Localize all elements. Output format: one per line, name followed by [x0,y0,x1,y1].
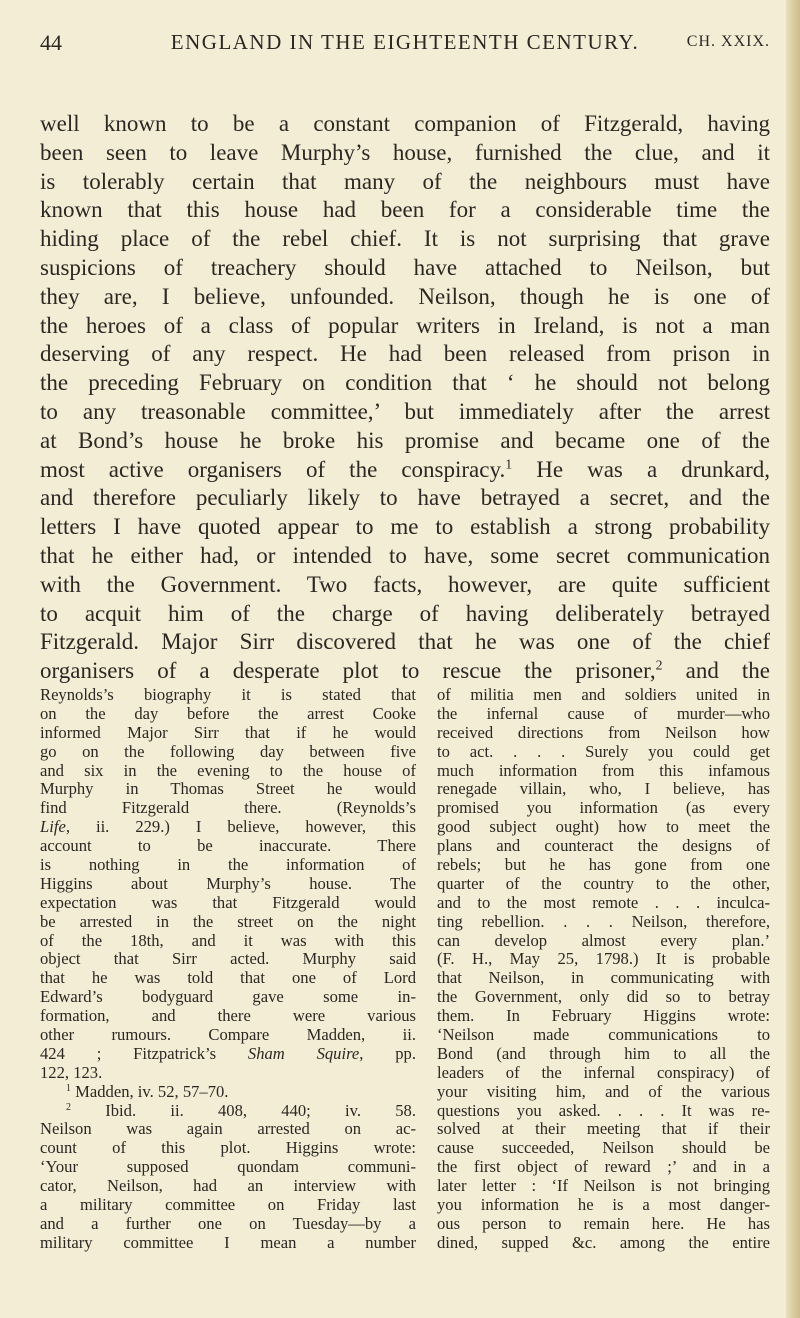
page-number: 44 [40,30,62,55]
text-segment: expectation was that Fitzgerald would [40,893,416,912]
text-segment: cause succeeded, Neilson should be [437,1139,770,1158]
text-line [40,856,416,875]
chapter-label: CH. XXIX. [686,33,770,50]
text-segment: account to be inaccurate. There [40,837,416,856]
text-line [40,743,416,762]
text-line [40,950,416,969]
text-line [437,894,770,913]
text-line [40,542,770,571]
text-segment: the first object of reward ;’ and in a [437,1158,770,1177]
text-segment: suspicions of treachery should have attached to Neilson, but [40,254,770,280]
text-segment: known that this house had been for a considerable time the [40,197,770,223]
text-line [40,283,770,312]
text-line [437,780,770,799]
text-line [40,724,416,743]
text-line [40,894,416,913]
text-segment: to any treasonable committee,’ but immediately after the arrest [40,398,770,424]
text-segment: solved at their meeting that if their [437,1120,770,1139]
text-line [40,762,416,781]
text-line [40,1102,416,1121]
text-line [40,168,770,197]
text-segment: is tolerably certain that many of the neighbours must have [40,168,770,194]
text-segment: that he either had, or intended to have, some secret communication [40,542,770,568]
text-segment: and therefore peculiarly likely to have betrayed a secret, and the [40,485,770,511]
text-line [437,1120,770,1139]
text-line [40,369,770,398]
text-line [437,799,770,818]
text-segment: the heroes of a class of popular writers in Ireland, is not a man [40,312,770,338]
text-segment: be arrested in the street on the night [40,912,416,931]
text-segment: most active organisers of the conspiracy. [40,456,506,482]
text-segment: other rumours. Compare Madden, ii. [40,1026,416,1045]
text-segment: (F. H., May 25, 1798.) It is probable [437,950,770,969]
text-line [40,600,770,629]
text-line [40,1234,416,1253]
text-segment: to act. . . . Surely you could get [437,742,770,761]
text-segment: hiding place of the rebel chief. It is not surprising that grave [40,226,770,252]
text-segment: plans and counteract the designs of [437,837,770,856]
text-segment: , ii. 229.) I believe, however, this [65,818,416,837]
text-segment: good subject ought) how to meet the [437,818,770,837]
footnotes-left-column [40,686,416,1253]
text-line [437,932,770,951]
text-segment: Madden, iv. 52, 57–70. [70,1082,229,1101]
text-segment: formation, and there were various [40,1007,416,1026]
text-segment: been seen to leave Murphy’s house, furnished the clue, and it [40,139,770,165]
text-line [40,1215,416,1234]
text-segment: is nothing in the information of [40,856,416,875]
text-segment: well known to be a constant companion of Fitzgerald, having [40,111,770,136]
text-line [437,1234,770,1253]
text-segment: later letter : ‘If Neilson is not bringing [437,1177,770,1196]
text-segment: He was a drunkard, [512,456,770,482]
text-line [40,312,770,341]
text-segment: ‘Neilson made communications to [437,1026,770,1045]
text-line [40,456,770,485]
text-segment: cator, Neilson, had an interview with [40,1177,416,1196]
text-line [437,988,770,1007]
text-segment: your visiting him, and of the various [437,1082,770,1101]
footnote-marker: 1 [66,1082,71,1094]
text-line [40,1196,416,1215]
text-line [40,1139,416,1158]
text-segment: military committee I mean a number [40,1233,416,1252]
text-line [40,686,416,705]
text-line [40,1064,416,1083]
text-segment: Ibid. ii. 408, 440; iv. 58. [70,1101,416,1120]
text-line [40,196,770,225]
text-line [40,657,770,686]
text-segment: much information from this infamous [437,761,770,780]
text-segment: and the [662,658,770,684]
text-line [40,705,416,724]
text-line [437,724,770,743]
text-line [40,340,770,369]
text-line [437,1177,770,1196]
text-line [40,398,770,427]
text-line [40,780,416,799]
text-segment: received directions from Neilson how [437,723,770,742]
text-line [40,799,416,818]
text-segment: they are, I believe, unfounded. Neilson, though he is one of [40,283,770,309]
text-segment: letters I have quoted appear to me to establish a strong probability [40,514,770,540]
text-segment: and a further one on Tuesday—by a [40,1214,416,1233]
text-segment: the Government, only did so to betray [437,988,770,1007]
text-segment: rebels; but he has gone from one [437,856,770,875]
text-segment: object that Sirr acted. Murphy said [40,950,416,969]
text-line [40,1083,416,1102]
text-line [437,856,770,875]
footnote-marker: 2 [66,1101,71,1113]
text-segment: renegade villain, who, I believe, has [437,780,770,799]
text-segment: 424 ; Fitzpatrick’s [40,1044,248,1063]
text-line [40,988,416,1007]
text-segment: of the 18th, and it was with this [40,931,416,950]
text-segment: to acquit him of the charge of having deliberately betrayed [40,600,770,626]
italic-title: Sham Squire [247,1044,360,1063]
footnote-marker: 2 [655,657,663,673]
text-line [40,139,770,168]
text-line [40,1120,416,1139]
text-segment: and six in the evening to the house of [40,761,416,780]
text-line [40,1045,416,1064]
text-segment: ‘Your supposed quondam communi- [40,1158,416,1177]
text-line [437,1196,770,1215]
text-segment: at Bond’s house he broke his promise and became one of the [40,427,770,453]
italic-title: Life [40,818,66,837]
text-line [437,875,770,894]
text-line [40,628,770,657]
text-line [437,1102,770,1121]
text-segment: the infernal cause of murder—who [437,704,770,723]
text-line [437,743,770,762]
text-line [437,1064,770,1083]
text-line [437,950,770,969]
text-line [437,686,770,705]
text-segment: leaders of the infernal conspiracy) of [437,1063,770,1082]
text-line [40,818,416,837]
text-line [437,1139,770,1158]
text-segment: questions you asked. . . . It was re- [437,1101,770,1120]
text-segment: , pp. [359,1044,416,1063]
text-line [40,1177,416,1196]
text-line [40,875,416,894]
text-line [40,484,770,513]
text-line [437,1045,770,1064]
text-line [437,1215,770,1234]
text-segment: them. In February Higgins wrote: [437,1007,770,1026]
text-line [40,1158,416,1177]
text-segment: organisers of a desperate plot to rescue the prisoner, [40,658,656,684]
footnote-marker: 1 [505,456,513,472]
text-segment: go on the following day between five [40,742,416,761]
text-line [437,1158,770,1177]
page-edge [786,0,800,1318]
running-header [40,30,770,60]
text-line [40,254,770,283]
text-line [437,1007,770,1026]
text-segment: promised you information (as every [437,799,770,818]
text-segment: you information he is a most danger- [437,1196,770,1215]
text-line [40,513,770,542]
text-segment: deserving of any respect. He had been released from prison in [40,341,770,367]
running-title: ENGLAND IN THE EIGHTEENTH CENTURY. [170,30,640,54]
text-line [40,110,770,139]
text-line [40,571,770,600]
text-segment: informed Major Sirr that if he would [40,723,416,742]
text-segment: that Neilson, in communicating with [437,969,770,988]
text-line [40,913,416,932]
text-line [437,1026,770,1045]
text-segment: ous person to remain here. He has [437,1214,770,1233]
text-segment: the preceding February on condition that ‘ he should not belong [40,370,770,396]
text-segment: Murphy in Thomas Street he would [40,780,416,799]
text-line [437,913,770,932]
text-line [437,818,770,837]
text-segment: count of this plot. Higgins wrote: [40,1139,416,1158]
footnotes-right-column [437,686,770,1253]
text-line [437,837,770,856]
main-text [40,110,770,686]
text-segment: on the day before the arrest Cooke [40,704,416,723]
text-segment: and to the most remote . . . inculca- [437,893,770,912]
text-line [40,1026,416,1045]
text-segment: a military committee on Friday last [40,1196,416,1215]
text-segment: Neilson was again arrested on ac- [40,1120,416,1139]
text-segment: Edward’s bodyguard gave some in- [40,988,416,1007]
text-segment: quarter of the country to the other, [437,874,770,893]
text-segment: Higgins about Murphy’s house. The [40,874,416,893]
text-segment: can develop almost every plan.’ [437,931,770,950]
text-line [437,969,770,988]
text-segment: with the Government. Two facts, however, are quite sufficient [40,571,770,597]
text-segment: find Fitzgerald there. (Reynolds’s [40,799,416,818]
text-line [40,225,770,254]
text-line [40,837,416,856]
text-segment: 122, 123. [40,1063,103,1082]
text-line [40,427,770,456]
text-segment: that he was told that one of Lord [40,969,416,988]
text-line [40,1007,416,1026]
text-segment: ting rebellion. . . . Neilson, therefore, [437,912,770,931]
text-line [40,932,416,951]
text-line [40,969,416,988]
text-segment: Bond (and through him to all the [437,1044,770,1063]
text-segment: dined, supped &c. among the entire [437,1233,770,1252]
text-line [437,1083,770,1102]
text-segment: of militia men and soldiers united in [437,686,770,704]
text-segment: Fitzgerald. Major Sirr discovered that he was one of the chief [40,629,770,655]
text-line [437,762,770,781]
text-line [437,705,770,724]
text-segment: Reynolds’s biography it is stated that [40,686,416,704]
